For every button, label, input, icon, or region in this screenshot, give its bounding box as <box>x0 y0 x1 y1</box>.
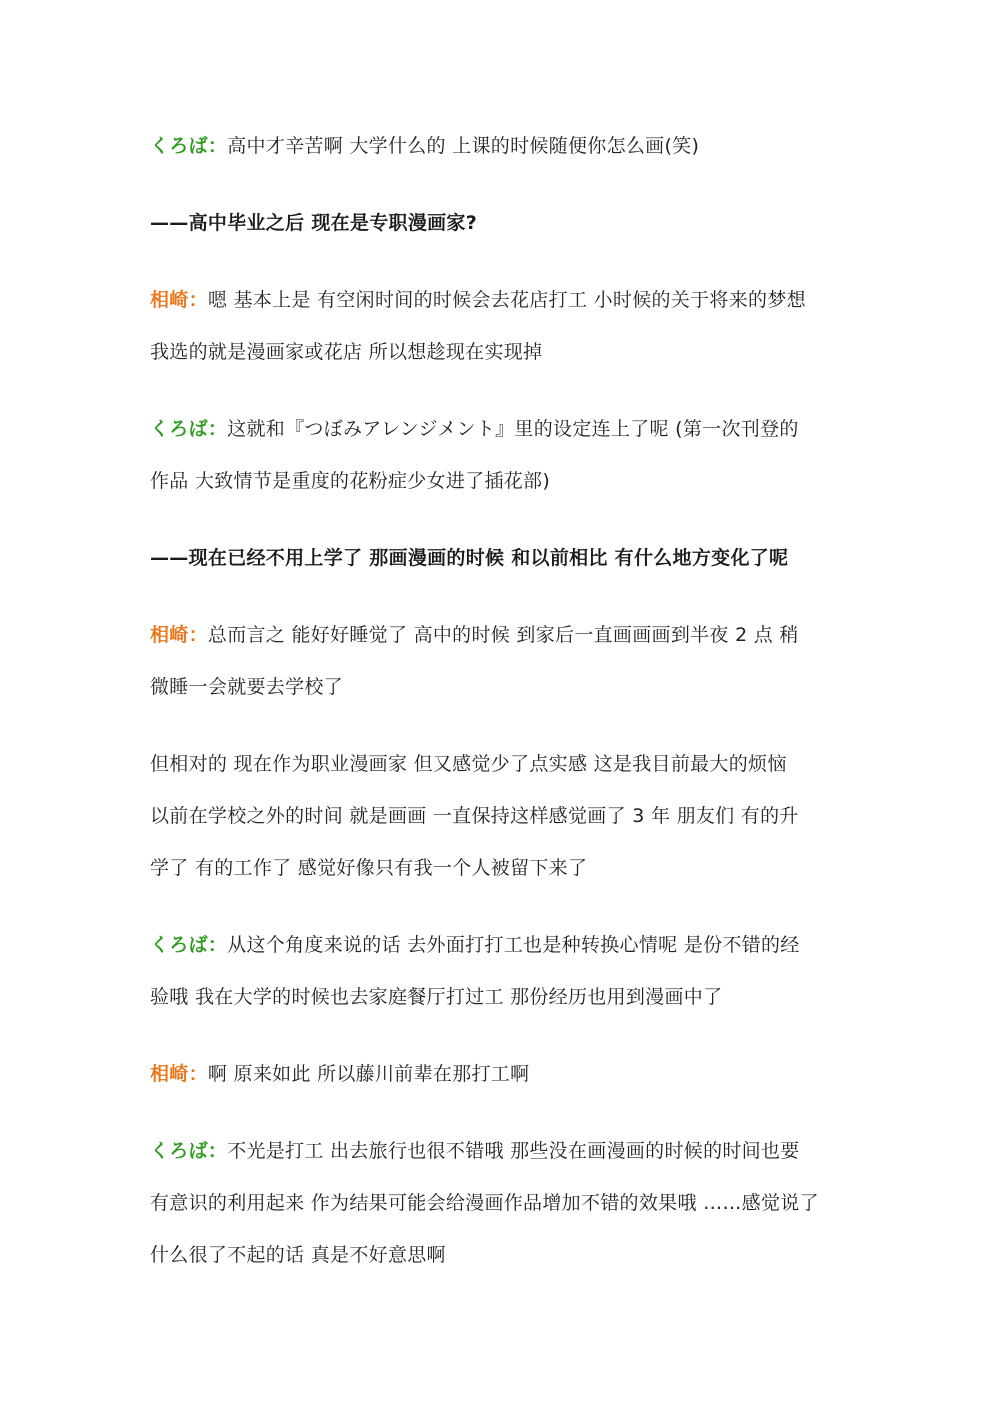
continuation-line: 我选的就是漫画家或花店 所以想趁现在实现掉 <box>150 341 543 363</box>
speaker-label-kuroba: くろば： <box>150 135 228 157</box>
speaker-label-aizaki: 相崎： <box>150 1063 208 1085</box>
continuation-line: 什么很了不起的话 真是不好意思啊 <box>150 1244 446 1266</box>
interview-question: ——现在已经不用上学了 那画漫画的时候 和以前相比 有什么地方变化了呢 <box>150 547 789 569</box>
continuation-line: 有意识的利用起来 作为结果可能会给漫画作品增加不错的效果哦 ……感觉说了 <box>150 1192 819 1214</box>
line-text: 高中才辛苦啊 大学什么的 上课的时候随便你怎么画(笑) <box>227 135 700 157</box>
speaker-label-aizaki: 相崎： <box>150 624 208 646</box>
interview-question: ——高中毕业之后 现在是专职漫画家? <box>150 212 478 234</box>
dialogue-line <box>150 622 799 648</box>
dialogue-line <box>150 416 799 442</box>
line-text: 嗯 基本上是 有空闲时间的时候会去花店打工 小时候的关于将来的梦想 <box>207 289 806 311</box>
paragraph-line: 学了 有的工作了 感觉好像只有我一个人被留下来了 <box>150 857 588 879</box>
dialogue-line <box>150 1138 800 1164</box>
line-text: 总而言之 能好好睡觉了 高中的时候 到家后一直画画画到半夜 2 点 稍 <box>207 624 799 646</box>
speaker-label-kuroba: くろば： <box>150 1140 228 1162</box>
dialogue-line <box>150 1061 529 1087</box>
dialogue-line <box>150 133 699 159</box>
paragraph-line: 以前在学校之外的时间 就是画画 一直保持这样感觉画了 3 年 朋友们 有的升 <box>150 805 799 827</box>
line-text: 啊 原来如此 所以藤川前辈在那打工啊 <box>207 1063 530 1085</box>
dialogue-line <box>150 287 806 313</box>
continuation-line: 验哦 我在大学的时候也去家庭餐厅打过工 那份经历也用到漫画中了 <box>150 986 723 1008</box>
continuation-line: 作品 大致情节是重度的花粉症少女进了插花部) <box>150 470 551 492</box>
speaker-label-kuroba: くろば： <box>150 418 228 440</box>
speaker-label-kuroba: くろば： <box>150 934 228 956</box>
dialogue-line <box>150 932 800 958</box>
line-text: 这就和『つぼみアレンジメント』里的设定连上了呢 (第一次刊登的 <box>227 418 799 440</box>
line-text: 不光是打工 出去旅行也很不错哦 那些没在画漫画的时候的时间也要 <box>227 1140 800 1162</box>
speaker-label-aizaki: 相崎： <box>150 289 208 311</box>
paragraph-line: 但相对的 现在作为职业漫画家 但又感觉少了点实感 这是我目前最大的烦恼 <box>150 753 787 775</box>
continuation-line: 微睡一会就要去学校了 <box>150 676 344 698</box>
line-text: 从这个角度来说的话 去外面打打工也是种转换心情呢 是份不错的经 <box>227 934 800 956</box>
